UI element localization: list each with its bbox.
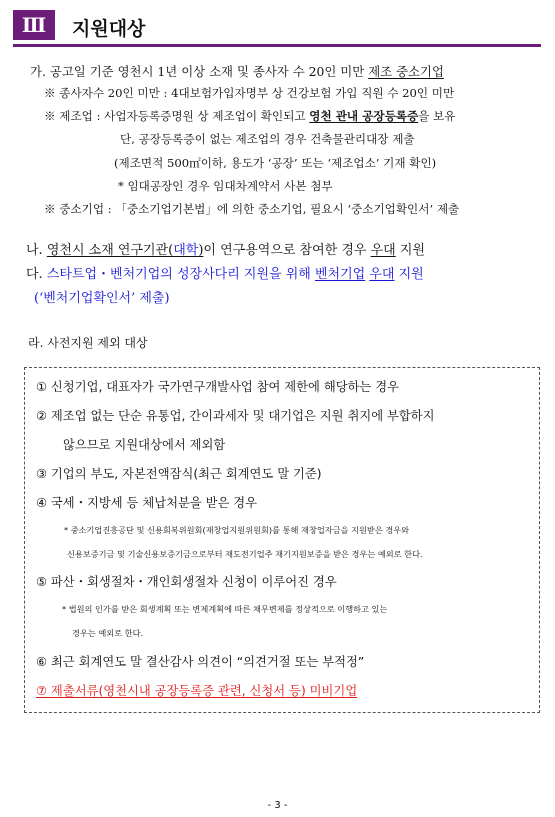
exclusion-item-5: ⑤ 파산・회생절차・개인회생절차 신청이 이루어진 경우: [36, 575, 337, 589]
page-number: - 3 -: [267, 800, 288, 811]
note-manufacturing-cont-3: * 임대공장인 경우 임대차계약서 사본 첨부: [118, 179, 333, 193]
item-na-university: 대학: [173, 243, 199, 258]
item-ra-title: 라. 사전지원 제외 대상: [28, 336, 148, 350]
note-employees: ※ 종사자수 20인 미만 : 4대보험가입자명부 상 건강보험 가입 직원 수 20인 미만: [44, 86, 455, 100]
item-na-prefix: 나.: [26, 243, 47, 258]
note-manufacturing-cont-1: 단, 공장등록증이 없는 제조업의 경우 건축물관리대장 제출: [120, 132, 415, 146]
item-da-venture: 벤처기업: [314, 267, 366, 282]
item-da-tail: 지원: [394, 267, 424, 282]
item-da-line2: (‘벤처기업확인서’ 제출): [34, 291, 170, 306]
item-na-institute-b: ): [198, 243, 204, 258]
note-manufacturing-tail: 을 보유: [418, 109, 456, 123]
exclusion-item-6: ⑥ 최근 회계연도 말 결산감사 의견이 “의견거절 또는 부적정”: [36, 655, 365, 669]
exclusion-note-5b: 경우는 예외로 한다.: [72, 628, 144, 638]
item-ga-highlight: 제조 중소기업: [368, 64, 444, 79]
item-na-preferred: 우대: [370, 243, 396, 258]
note-sme: ※ 중소기업 : 「중소기업기본법」에 의한 중소기업, 필요시 ‘중소기업확인서’ 제출: [44, 202, 460, 216]
exclusion-note-4a: * 중소기업진흥공단 및 신용회복위원회(재창업지원위원회)를 통해 재창업자금을 지원받은 경우와: [64, 525, 410, 535]
item-da: [26, 263, 424, 282]
header-divider: [13, 44, 541, 47]
note-manufacturing: [44, 108, 455, 124]
item-na-institute-a: 영천시 소재 연구기관(: [46, 243, 174, 258]
item-na-text: 이 연구용역으로 참여한 경우: [203, 243, 371, 258]
item-da-text: 스타트업・벤처기업의 성장사다리 지원을 위해: [46, 267, 315, 282]
exclusion-item-3: ③ 기업의 부도, 자본전액잠식(최근 회계연도 말 기준): [36, 467, 322, 481]
note-manufacturing-cont-2: (제조면적 500㎡이하, 용도가 ‘공장’ 또는 ‘제조업소’ 기재 확인): [114, 156, 437, 170]
item-na-tail: 지원: [395, 243, 425, 258]
note-manufacturing-highlight: 영천 관내 공장등록증: [309, 109, 419, 123]
item-na-institute: [47, 243, 204, 258]
item-ga: [30, 62, 444, 80]
exclusion-note-4b: 신용보증기금 및 기술신용보증기금으로부터 재도전기업주 재기지원보증을 받은 경우는 예외로 한다.: [67, 549, 423, 559]
exclusion-item-2-cont: 않으므로 지원대상에서 제외함: [63, 438, 226, 452]
item-na: [26, 239, 425, 258]
item-ga-text: 가. 공고일 기준 영천시 1년 이상 소재 및 종사자 수 20인 미만: [30, 64, 369, 79]
exclusion-item-4: ④ 국세・지방세 등 체납처분을 받은 경우: [36, 496, 258, 510]
item-da-body: [47, 267, 424, 282]
exclusion-item-1: ① 신청기업, 대표자가 국가연구개발사업 참여 제한에 해당하는 경우: [36, 380, 400, 394]
exclusion-item-2: ② 제조업 없는 단순 유통업, 간이과세자 및 대기업은 지원 취지에 부합하지: [36, 409, 435, 423]
section-number-badge: Ⅲ: [13, 10, 55, 40]
exclusion-note-5a: * 법원의 인가를 받은 회생계획 또는 변제계획에 따른 채무변제를 정상적으로 이행하고 있는: [62, 604, 388, 614]
exclusion-item-7: ⑦ 제출서류(영천시내 공장등록증 관련, 신청서 등) 미비기업: [36, 684, 358, 698]
item-da-preferred: 우대: [369, 267, 395, 282]
section-title: 지원대상: [72, 18, 146, 40]
item-da-prefix: 다.: [26, 267, 47, 282]
note-manufacturing-text: ※ 제조업 : 사업자등록증명원 상 제조업이 확인되고: [44, 109, 310, 123]
